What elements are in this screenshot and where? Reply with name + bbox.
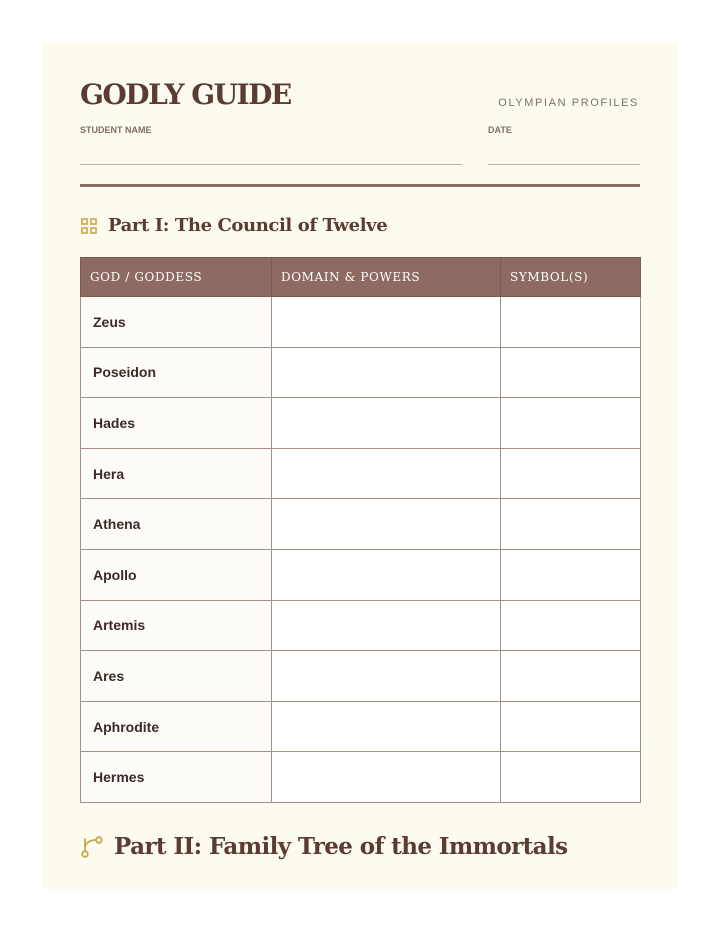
domain-cell[interactable] [272, 600, 501, 651]
god-name: Ares [81, 651, 272, 702]
worksheet-page [42, 43, 678, 889]
gods-table [80, 257, 641, 803]
symbol-cell[interactable] [501, 398, 641, 449]
table-row [81, 448, 641, 499]
part1-heading [80, 215, 387, 236]
table-row [81, 651, 641, 702]
symbol-cell[interactable] [501, 297, 641, 348]
god-name: Aphrodite [81, 701, 272, 752]
table-row [81, 347, 641, 398]
domain-cell[interactable] [272, 347, 501, 398]
table-row [81, 398, 641, 449]
symbol-cell[interactable] [501, 651, 641, 702]
god-name: Athena [81, 499, 272, 550]
part2-heading-text: Part II: Family Tree of the Immortals [114, 833, 568, 860]
symbol-cell[interactable] [501, 448, 641, 499]
god-name: Hades [81, 398, 272, 449]
date-field[interactable] [488, 164, 640, 165]
table-row [81, 701, 641, 752]
part2-heading [80, 833, 567, 860]
symbol-cell[interactable] [501, 600, 641, 651]
part1-heading-text: Part I: The Council of Twelve [108, 215, 388, 236]
column-header-god: GOD / GODDESS [81, 258, 272, 297]
god-name: Apollo [81, 549, 272, 600]
column-header-domain: DOMAIN & POWERS [272, 258, 501, 297]
domain-cell[interactable] [272, 549, 501, 600]
student-name-label: STUDENT NAME [80, 125, 152, 135]
domain-cell[interactable] [272, 499, 501, 550]
domain-cell[interactable] [272, 398, 501, 449]
student-name-field[interactable] [80, 164, 462, 165]
table-row [81, 297, 641, 348]
page-title: GODLY GUIDE [80, 78, 291, 111]
domain-cell[interactable] [272, 651, 501, 702]
table-row [81, 549, 641, 600]
grid-icon [80, 217, 98, 235]
god-name: Poseidon [81, 347, 272, 398]
domain-cell[interactable] [272, 752, 501, 803]
date-label: DATE [488, 125, 512, 135]
domain-cell[interactable] [272, 297, 501, 348]
god-name: Hermes [81, 752, 272, 803]
header-divider [80, 184, 640, 187]
symbol-cell[interactable] [501, 701, 641, 752]
table-row [81, 752, 641, 803]
page-subtitle: OLYMPIAN PROFILES [498, 97, 639, 109]
table-row [81, 600, 641, 651]
symbol-cell[interactable] [501, 549, 641, 600]
family-tree-icon [80, 835, 104, 859]
table-header-row [81, 258, 641, 297]
domain-cell[interactable] [272, 448, 501, 499]
symbol-cell[interactable] [501, 752, 641, 803]
symbol-cell[interactable] [501, 499, 641, 550]
column-header-symbol: SYMBOL(S) [501, 258, 641, 297]
god-name: Zeus [81, 297, 272, 348]
god-name: Artemis [81, 600, 272, 651]
table-row [81, 499, 641, 550]
domain-cell[interactable] [272, 701, 501, 752]
symbol-cell[interactable] [501, 347, 641, 398]
god-name: Hera [81, 448, 272, 499]
